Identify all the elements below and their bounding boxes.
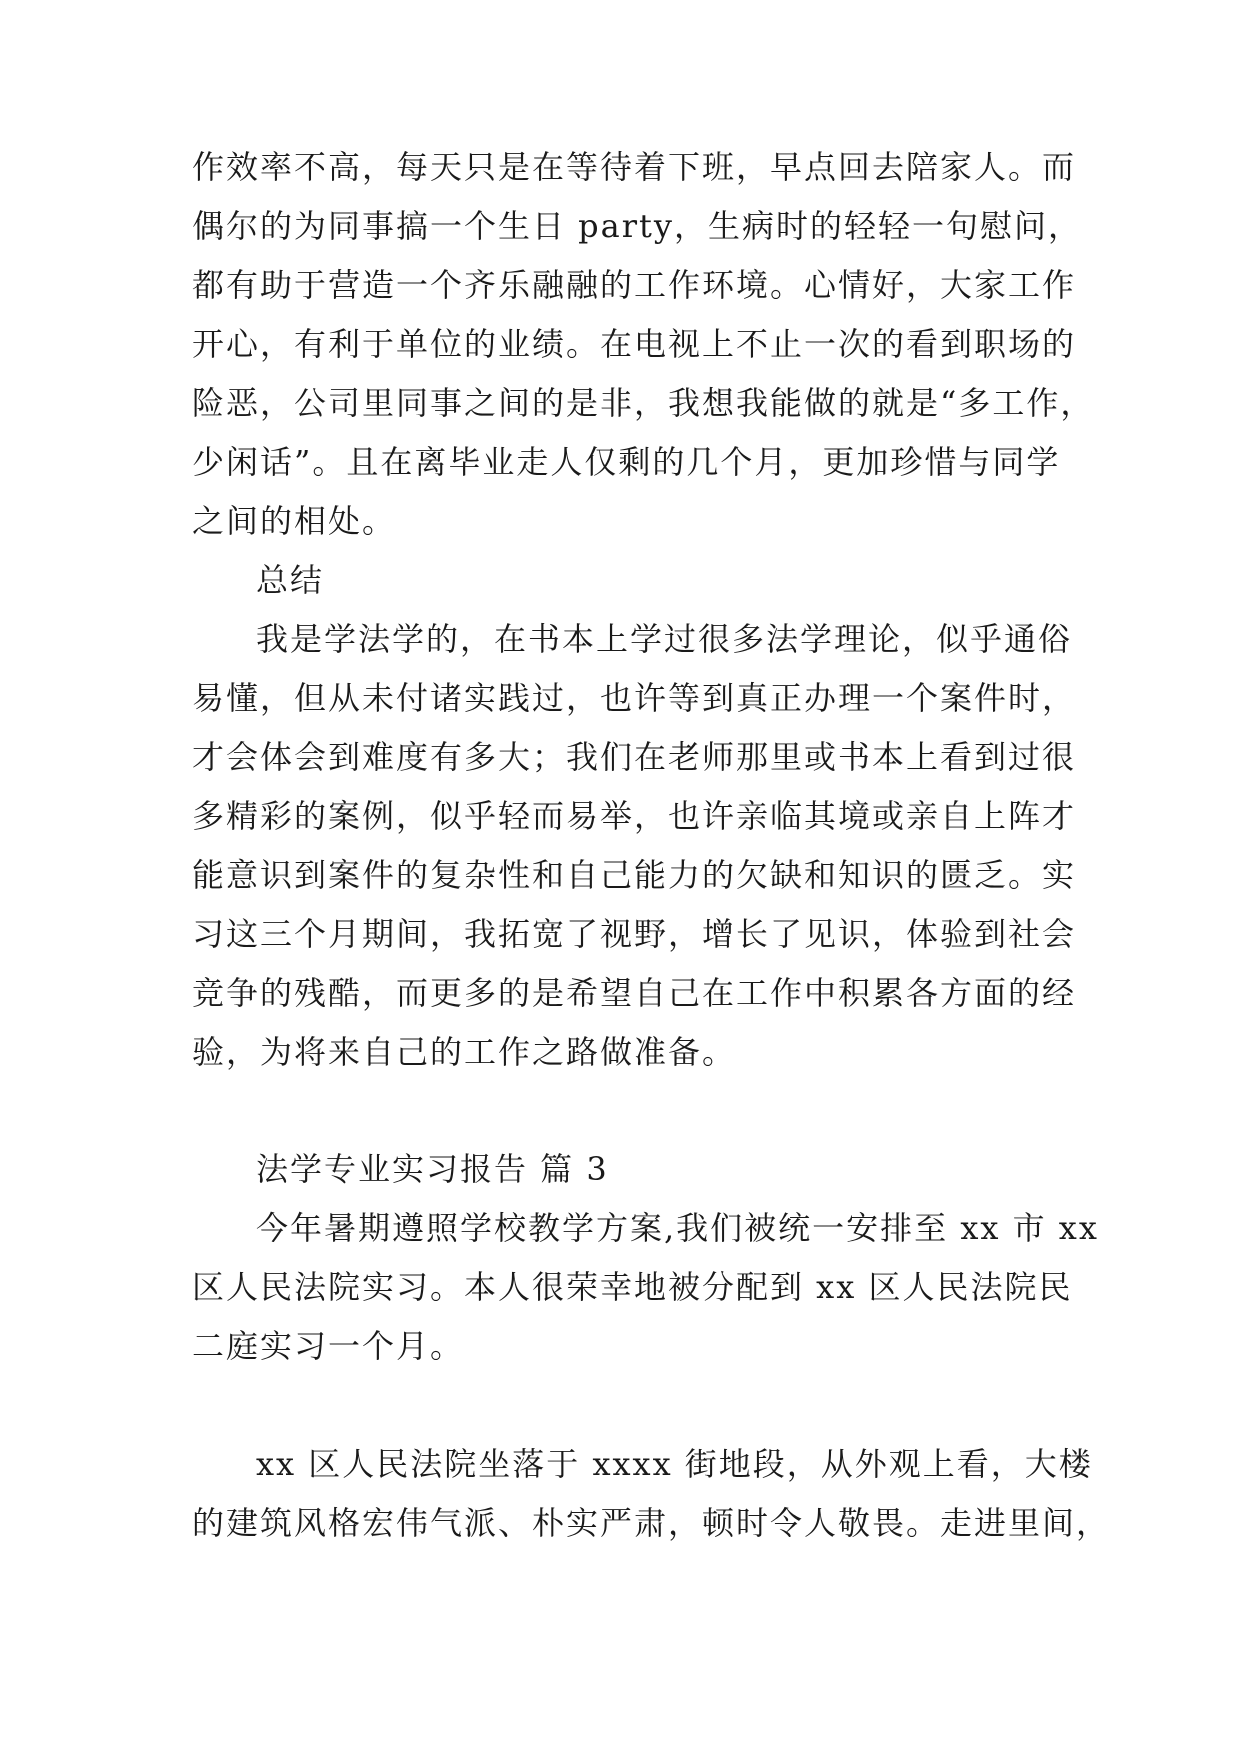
paragraph-line: 今年暑期遵照学校教学方案,我们被统一安排至 xx 市 xx: [256, 1209, 1099, 1247]
paragraph-line: 我是学法学的，在书本上学过很多法学理论，似乎通俗: [256, 620, 1073, 658]
paragraph-line: 区人民法院实习。本人很荣幸地被分配到 xx 区人民法院民: [192, 1268, 1073, 1306]
paragraph-line: 险恶，公司里同事之间的是非，我想我能做的就是“多工作，: [192, 384, 1095, 422]
paragraph-line: 作效率不高，每天只是在等待着下班，早点回去陪家人。而: [192, 148, 1077, 186]
paragraph-line: 的建筑风格宏伟气派、朴实严肃，顿时令人敬畏。走进里间，: [192, 1504, 1111, 1542]
paragraph-line: 二庭实习一个月。: [192, 1327, 465, 1365]
paragraph-line: 竞争的残酷，而更多的是希望自己在工作中积累各方面的经: [192, 974, 1077, 1012]
paragraph-line: 少闲话”。且在离毕业走人仅剩的几个月，更加珍惜与同学: [192, 443, 1061, 481]
paragraph-line: 之间的相处。: [192, 502, 397, 540]
paragraph-line: 易懂，但从未付诸实践过，也许等到真正办理一个案件时，: [192, 679, 1077, 717]
section-heading-summary: 总结: [256, 561, 325, 599]
paragraph-line: xx 区人民法院坐落于 xxxx 街地段，从外观上看，大楼: [256, 1445, 1093, 1483]
paragraph-line: 习这三个月期间，我拓宽了视野，增长了见识，体验到社会: [192, 915, 1077, 953]
paragraph-line: 验，为将来自己的工作之路做准备。: [192, 1033, 737, 1071]
paragraph-line: 都有助于营造一个齐乐融融的工作环境。心情好，大家工作: [192, 266, 1077, 304]
paragraph-line: 能意识到案件的复杂性和自己能力的欠缺和知识的匮乏。实: [192, 856, 1077, 894]
paragraph-line: 才会体会到难度有多大；我们在老师那里或书本上看到过很: [192, 738, 1077, 776]
paragraph-line: 多精彩的案例，似乎轻而易举，也许亲临其境或亲自上阵才: [192, 797, 1077, 835]
section-heading-report-3: 法学专业实习报告 篇 3: [256, 1150, 609, 1188]
paragraph-line: 开心，有利于单位的业绩。在电视上不止一次的看到职场的: [192, 325, 1077, 363]
paragraph-line: 偶尔的为同事搞一个生日 party，生病时的轻轻一句慰问，: [192, 207, 1082, 245]
